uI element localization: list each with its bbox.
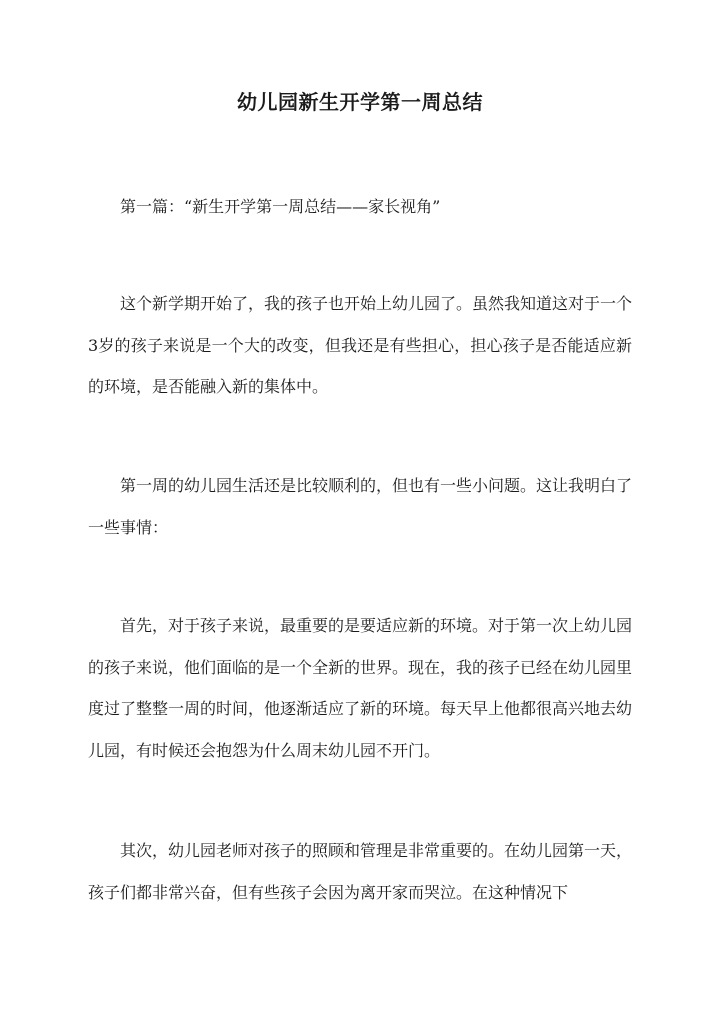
section-heading: 第一篇：“新生开学第一周总结——家长视角” [120,197,441,216]
paragraph-1: 这个新学期开始了，我的孩子也开始上幼儿园了。虽然我知道这对于一个3岁的孩子来说是一个大的改变，但我还是有些担心，担心孩子是否能适应新的环境，是否能融入新的集体中。 [88,294,633,396]
paragraph-2: 第一周的幼儿园生活还是比较顺利的，但也有一些小问题。这让我明白了一些事情： [88,476,633,537]
document-title: 幼儿园新生开学第一周总结 [237,90,483,114]
paragraph-3: 首先，对于孩子来说，最重要的是要适应新的环境。对于第一次上幼儿园的孩子来说，他们面临的是一个全新的世界。现在，我的孩子已经在幼儿园里度过了整整一周的时间，他逐渐适应了新的环境。每天早上他都很高兴地去幼儿园，有时候还会抱怨为什么周末幼儿园不开门。 [88,616,633,760]
paragraph-4: 其次，幼儿园老师对孩子的照顾和管理是非常重要的。在幼儿园第一天，孩子们都非常兴奋，但有些孩子会因为离开家而哭泣。在这种情况下 [88,841,633,902]
